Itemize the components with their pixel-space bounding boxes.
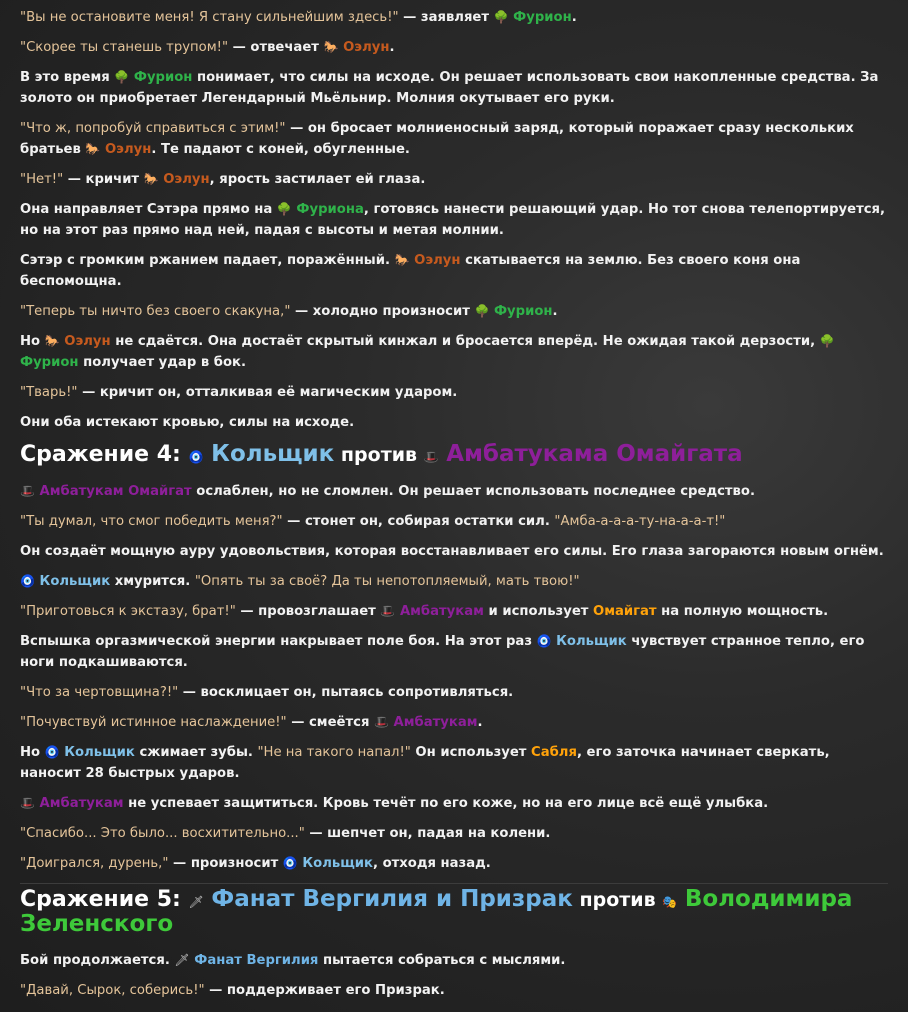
horse-icon: 🐎 (143, 172, 159, 186)
text: — смеётся (286, 715, 374, 730)
text: получает удар в бок. (78, 355, 247, 370)
hero-name-kolshchik: Кольщик (302, 856, 373, 871)
heading-vs: против (572, 889, 663, 911)
paragraph (20, 412, 888, 433)
hero-name-furion: Фуриона (296, 202, 364, 217)
text: — произносит (168, 856, 283, 871)
horse-icon: 🐎 (44, 334, 60, 348)
top-hat-icon: 🎩 (423, 450, 439, 464)
quote: "Спасибо... Это было... восхитительно..." (20, 826, 305, 841)
heading-vs: против (334, 444, 424, 466)
quote: "Не на такого напал!" (257, 745, 411, 760)
tree-icon: 🌳 (276, 202, 292, 216)
item-omaigat: Омайгат (593, 604, 657, 619)
quote: "Амба-а-а-а-ту-на-а-а-т!" (554, 514, 726, 529)
paragraph (20, 199, 888, 241)
hero-name-kolshchik: Кольщик (211, 441, 335, 467)
text: на полную мощность. (656, 604, 829, 619)
text: понимает, что силы на исходе. Он решает использовать свои накопленные средства. За золото он приобретает Легендарный Мьёльнир. Молния окутывает его руки. (20, 70, 879, 106)
text: ослаблен, но не сломлен. Он решает использовать последнее средство. (191, 484, 755, 499)
text: чувствует странное тепло, его ноги подкашиваются. (20, 634, 865, 670)
quote: "Доигрался, дурень," (20, 856, 169, 871)
horse-icon: 🐎 (394, 253, 410, 267)
text: пытается собраться с мыслями. (318, 953, 566, 968)
text: и использует (483, 604, 593, 619)
text: — холодно произносит (290, 304, 475, 319)
text: . Те падают с коней, обугленные. (151, 142, 410, 157)
text: — он бросает молниеносный заряд, который поражает сразу нескольких братьев (20, 121, 854, 157)
paragraph (20, 980, 888, 1001)
text: — заявляет (398, 10, 494, 25)
paragraph (20, 250, 888, 292)
hero-name-kolshchik: Кольщик (64, 745, 135, 760)
text: В это время (20, 70, 115, 85)
hero-name-ambatukam: Амбатукам (393, 715, 478, 730)
quote: "Тварь!" (20, 385, 78, 400)
tree-icon: 🌳 (493, 10, 509, 24)
quote: "Нет!" (20, 172, 64, 187)
text: Вспышка оргазмической энергии накрывает поле боя. На этот раз (20, 634, 537, 649)
text: скатывается на землю. Без своего коня она беспомощна. (20, 253, 801, 289)
hero-name-furion: Фурион (133, 70, 193, 85)
sword-icon: 🗡 (188, 895, 204, 909)
text: не сдаётся. Она достаёт скрытый кинжал и бросается вперёд. Не ожидая такой дерзости, (110, 334, 820, 349)
text: Сэтэр с громким ржанием падает, поражённый. (20, 253, 395, 268)
hero-name-furion: Фурион (20, 355, 79, 370)
heading-prefix: Сражение 4: (20, 442, 189, 467)
paragraph (20, 712, 888, 733)
hero-name-virgil-fan: Фанат Вергилия (194, 953, 319, 968)
text: , готовясь нанести решающий удар. Но тот снова телепортируется, но на этот раз прямо над ней, падая с высоты и метая молнии. (20, 202, 886, 238)
text: — кричит (63, 172, 144, 187)
quote: "Теперь ты ничто без своего скакуна," (20, 304, 291, 319)
paragraph (20, 742, 888, 784)
text: , отходя назад. (372, 856, 491, 871)
paragraph (20, 823, 888, 844)
quote: "Опять ты за своё? Да ты непотопляемый, мать твою!" (194, 574, 580, 589)
quote: "Что ж, попробуй справиться с этим!" (20, 121, 286, 136)
paragraph (20, 331, 888, 373)
text: Она направляет Сэтэра прямо на (20, 202, 277, 217)
hero-name-oelun: Оэлун (414, 253, 461, 268)
hero-name-ambatukam: Амбатукам (399, 604, 484, 619)
item-sablya: Сабля (531, 745, 577, 760)
eye-icon: 🧿 (20, 574, 35, 588)
text: . (477, 715, 483, 730)
text: Бой продолжается. (20, 953, 175, 968)
paragraph (20, 481, 888, 502)
paragraph (20, 853, 888, 874)
paragraph (20, 601, 888, 622)
hero-name-ambatukam: Амбатукам (39, 796, 124, 811)
text: , ярость застилает ей глаза. (209, 172, 426, 187)
text: — поддерживает его Призрак. (204, 983, 445, 998)
text: Он использует (410, 745, 532, 760)
text: — шепчет он, падая на колени. (304, 826, 551, 841)
top-hat-icon: 🎩 (20, 484, 35, 498)
battle-4-heading (20, 442, 888, 469)
hero-name-oelun: Оэлун (343, 40, 390, 55)
text: — стонет он, собирая остатки сил. (282, 514, 555, 529)
text: не успевает защититься. Кровь течёт по его коже, но на его лице всё ещё улыбка. (123, 796, 769, 811)
hero-name-ambatukam: Амбатукама Омайгата (446, 441, 743, 467)
quote: "Вы не остановите меня! Я стану сильнейшим здесь!" (20, 10, 399, 25)
text: Но (20, 334, 45, 349)
horse-icon: 🐎 (85, 142, 101, 156)
paragraph (20, 118, 888, 160)
hero-name-oelun: Оэлун (104, 142, 152, 157)
top-hat-icon: 🎩 (374, 715, 389, 729)
paragraph (20, 301, 888, 322)
text: . (552, 304, 558, 319)
paragraph (20, 67, 888, 109)
text: . (389, 40, 395, 55)
hero-name-furion: Фурион (493, 304, 553, 319)
tree-icon: 🌳 (114, 70, 130, 84)
hero-name-virgil-fan: Фанат Вергилия и Призрак (211, 886, 573, 912)
text: — отвечает (228, 40, 324, 55)
paragraph (20, 571, 888, 592)
tree-icon: 🌳 (819, 334, 835, 348)
eye-icon: 🧿 (282, 856, 298, 870)
text: Он создаёт мощную ауру удовольствия, которая восстанавливает его силы. Его глаза загораются новым огнём. (20, 544, 884, 559)
paragraph (20, 950, 888, 971)
text: Но (20, 745, 45, 760)
text: — кричит он, отталкивая её магическим ударом. (77, 385, 458, 400)
paragraph (20, 37, 888, 58)
quote: "Приготовься к экстазу, брат!" (20, 604, 236, 619)
quote: "Что за чертовщина?!" (20, 685, 179, 700)
theater-mask-icon: 🎭 (662, 895, 678, 909)
quote: "Ты думал, что смог победить меня?" (20, 514, 283, 529)
tree-icon: 🌳 (474, 304, 490, 318)
horse-icon: 🐎 (323, 40, 339, 54)
paragraph (20, 7, 888, 28)
quote: "Давай, Сырок, соберись!" (20, 983, 205, 998)
text: сжимает зубы. (134, 745, 258, 760)
paragraph (20, 631, 888, 673)
top-hat-icon: 🎩 (20, 796, 35, 810)
paragraph (20, 511, 888, 532)
paragraph (20, 382, 888, 403)
eye-icon: 🧿 (536, 634, 552, 648)
paragraph (20, 541, 888, 562)
hero-name-oelun: Оэлун (163, 172, 210, 187)
eye-icon: 🧿 (44, 745, 60, 759)
eye-icon: 🧿 (188, 450, 204, 464)
text: Они оба истекают кровью, силы на исходе. (20, 415, 355, 430)
sword-icon: 🗡 (174, 953, 190, 967)
top-hat-icon: 🎩 (380, 604, 396, 618)
text: — восклицает он, пытаясь сопротивляться. (178, 685, 514, 700)
hero-name-kolshchik: Кольщик (556, 634, 627, 649)
text: , его заточка начинает сверкать, наносит 28 быстрых ударов. (20, 745, 830, 781)
battle-5-heading (20, 888, 888, 936)
text: хмурится. (110, 574, 195, 589)
paragraph (20, 169, 888, 190)
divider (20, 883, 888, 884)
hero-name-kolshchik: Кольщик (39, 574, 111, 589)
quote: "Почувствуй истинное наслаждение!" (20, 715, 287, 730)
text: . (571, 10, 577, 25)
hero-name-ambatukam: Амбатукам Омайгат (39, 484, 192, 499)
hero-name-oelun: Оэлун (64, 334, 111, 349)
quote: "Скорее ты станешь трупом!" (20, 40, 229, 55)
paragraph (20, 682, 888, 703)
hero-name-furion: Фурион (513, 10, 572, 25)
paragraph (20, 793, 888, 814)
text: — провозглашает (235, 604, 381, 619)
heading-prefix: Сражение 5: (20, 887, 189, 912)
hero-name-zelensky: Володимира Зеленского (20, 886, 853, 937)
